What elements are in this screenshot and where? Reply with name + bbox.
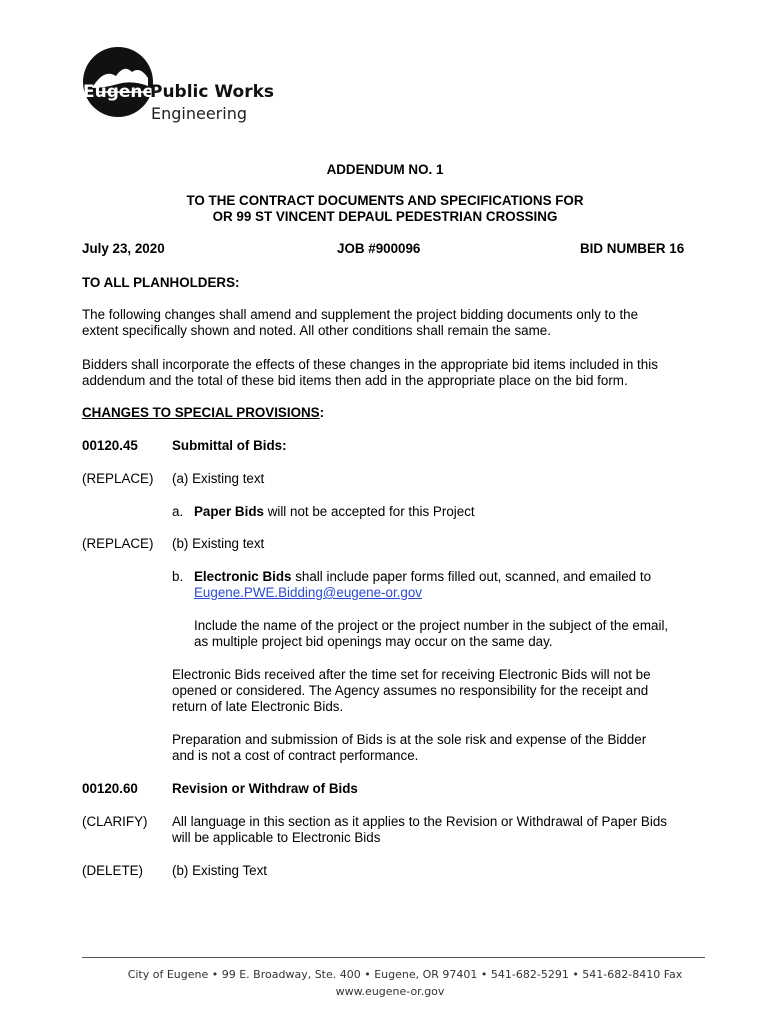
- delete-text: (b) Existing Text: [172, 863, 268, 878]
- item-b-note-line1: Include the name of the project or the project number in the subject of the email,: [194, 618, 669, 633]
- item-b-note-line2: as multiple project bid openings may occur on the same day.: [194, 634, 553, 649]
- salutation: TO ALL PLANHOLDERS:: [82, 275, 240, 290]
- footer-website: www.eugene-or.gov: [335, 985, 445, 998]
- para2-line2: addendum and the total of these bid items then add in the appropriate place on the bid form.: [82, 373, 628, 388]
- item-a-content: [194, 503, 475, 520]
- item-b-letter: b.: [172, 569, 184, 584]
- replace-text-1: (a) Existing text: [172, 471, 265, 486]
- footer-divider: [82, 957, 705, 958]
- delete-label: (DELETE): [82, 863, 144, 878]
- replace-text-2: (b) Existing text: [172, 536, 265, 551]
- section-number-00120-45: 00120.45: [82, 438, 138, 453]
- late-bids-line3: return of late Electronic Bids.: [172, 699, 344, 714]
- replace-label-2: (REPLACE): [82, 536, 154, 551]
- logo-public-works-text: Public Works: [150, 82, 275, 102]
- late-bids-line1: Electronic Bids received after the time set for receiving Electronic Bids will not be: [172, 667, 651, 682]
- addendum-date: July 23, 2020: [82, 241, 165, 256]
- late-bids-line2: opened or considered. The Agency assumes no responsibility for the receipt and: [172, 683, 649, 698]
- preparation-line1: Preparation and submission of Bids is at the sole risk and expense of the Bidder: [172, 732, 647, 747]
- item-a-rest: will not be accepted for this Project: [263, 504, 475, 519]
- section-title-revision: Revision or Withdraw of Bids: [172, 781, 358, 796]
- para1-line1: The following changes shall amend and supplement the project bidding documents only to the: [82, 307, 639, 322]
- replace-label-1: (REPLACE): [82, 471, 154, 486]
- item-a: [172, 503, 475, 520]
- bidding-email-link[interactable]: Eugene.PWE.Bidding@eugene-or.gov: [194, 585, 422, 600]
- section-number-00120-60: 00120.60: [82, 781, 138, 796]
- eugene-public-works-logo: [80, 44, 275, 130]
- job-number: JOB #900096: [337, 241, 421, 256]
- item-b: [172, 568, 652, 585]
- item-a-letter: a.: [172, 504, 184, 519]
- clarify-label: (CLARIFY): [82, 814, 148, 829]
- changes-heading: [82, 404, 324, 421]
- para1-line2: extent specifically shown and noted. All other conditions shall remain the same.: [82, 323, 551, 338]
- clarify-line2: will be applicable to Electronic Bids: [172, 830, 381, 845]
- contract-title-line2: OR 99 ST VINCENT DEPAUL PEDESTRIAN CROSSING: [212, 209, 558, 224]
- addendum-title: ADDENDUM NO. 1: [326, 162, 444, 177]
- item-a-bold: Paper Bids: [194, 504, 264, 519]
- bid-number: BID NUMBER 16: [580, 241, 685, 256]
- item-b-content: [194, 568, 651, 585]
- changes-heading-colon: :: [319, 405, 325, 420]
- contract-title-line1: TO THE CONTRACT DOCUMENTS AND SPECIFICATIONS FOR: [186, 193, 584, 208]
- preparation-line2: and is not a cost of contract performance.: [172, 748, 419, 763]
- clarify-line1: All language in this section as it applies to the Revision or Withdrawal of Paper Bids: [172, 814, 667, 829]
- para2-line1: Bidders shall incorporate the effects of these changes in the appropriate bid items included in this: [82, 357, 658, 372]
- changes-heading-text: CHANGES TO SPECIAL PROVISIONS: [82, 405, 320, 420]
- logo-engineering-text: Engineering: [151, 104, 247, 123]
- section-title-submittal: Submittal of Bids:: [172, 438, 287, 453]
- logo-eugene-text: Eugene: [83, 82, 155, 102]
- footer-address: City of Eugene • 99 E. Broadway, Ste. 400 • Eugene, OR 97401 • 541-682-5291 • 541-682-8410 Fax: [127, 968, 683, 981]
- item-b-rest: shall include paper forms filled out, scanned, and emailed to: [291, 569, 652, 584]
- item-b-bold: Electronic Bids: [194, 569, 292, 584]
